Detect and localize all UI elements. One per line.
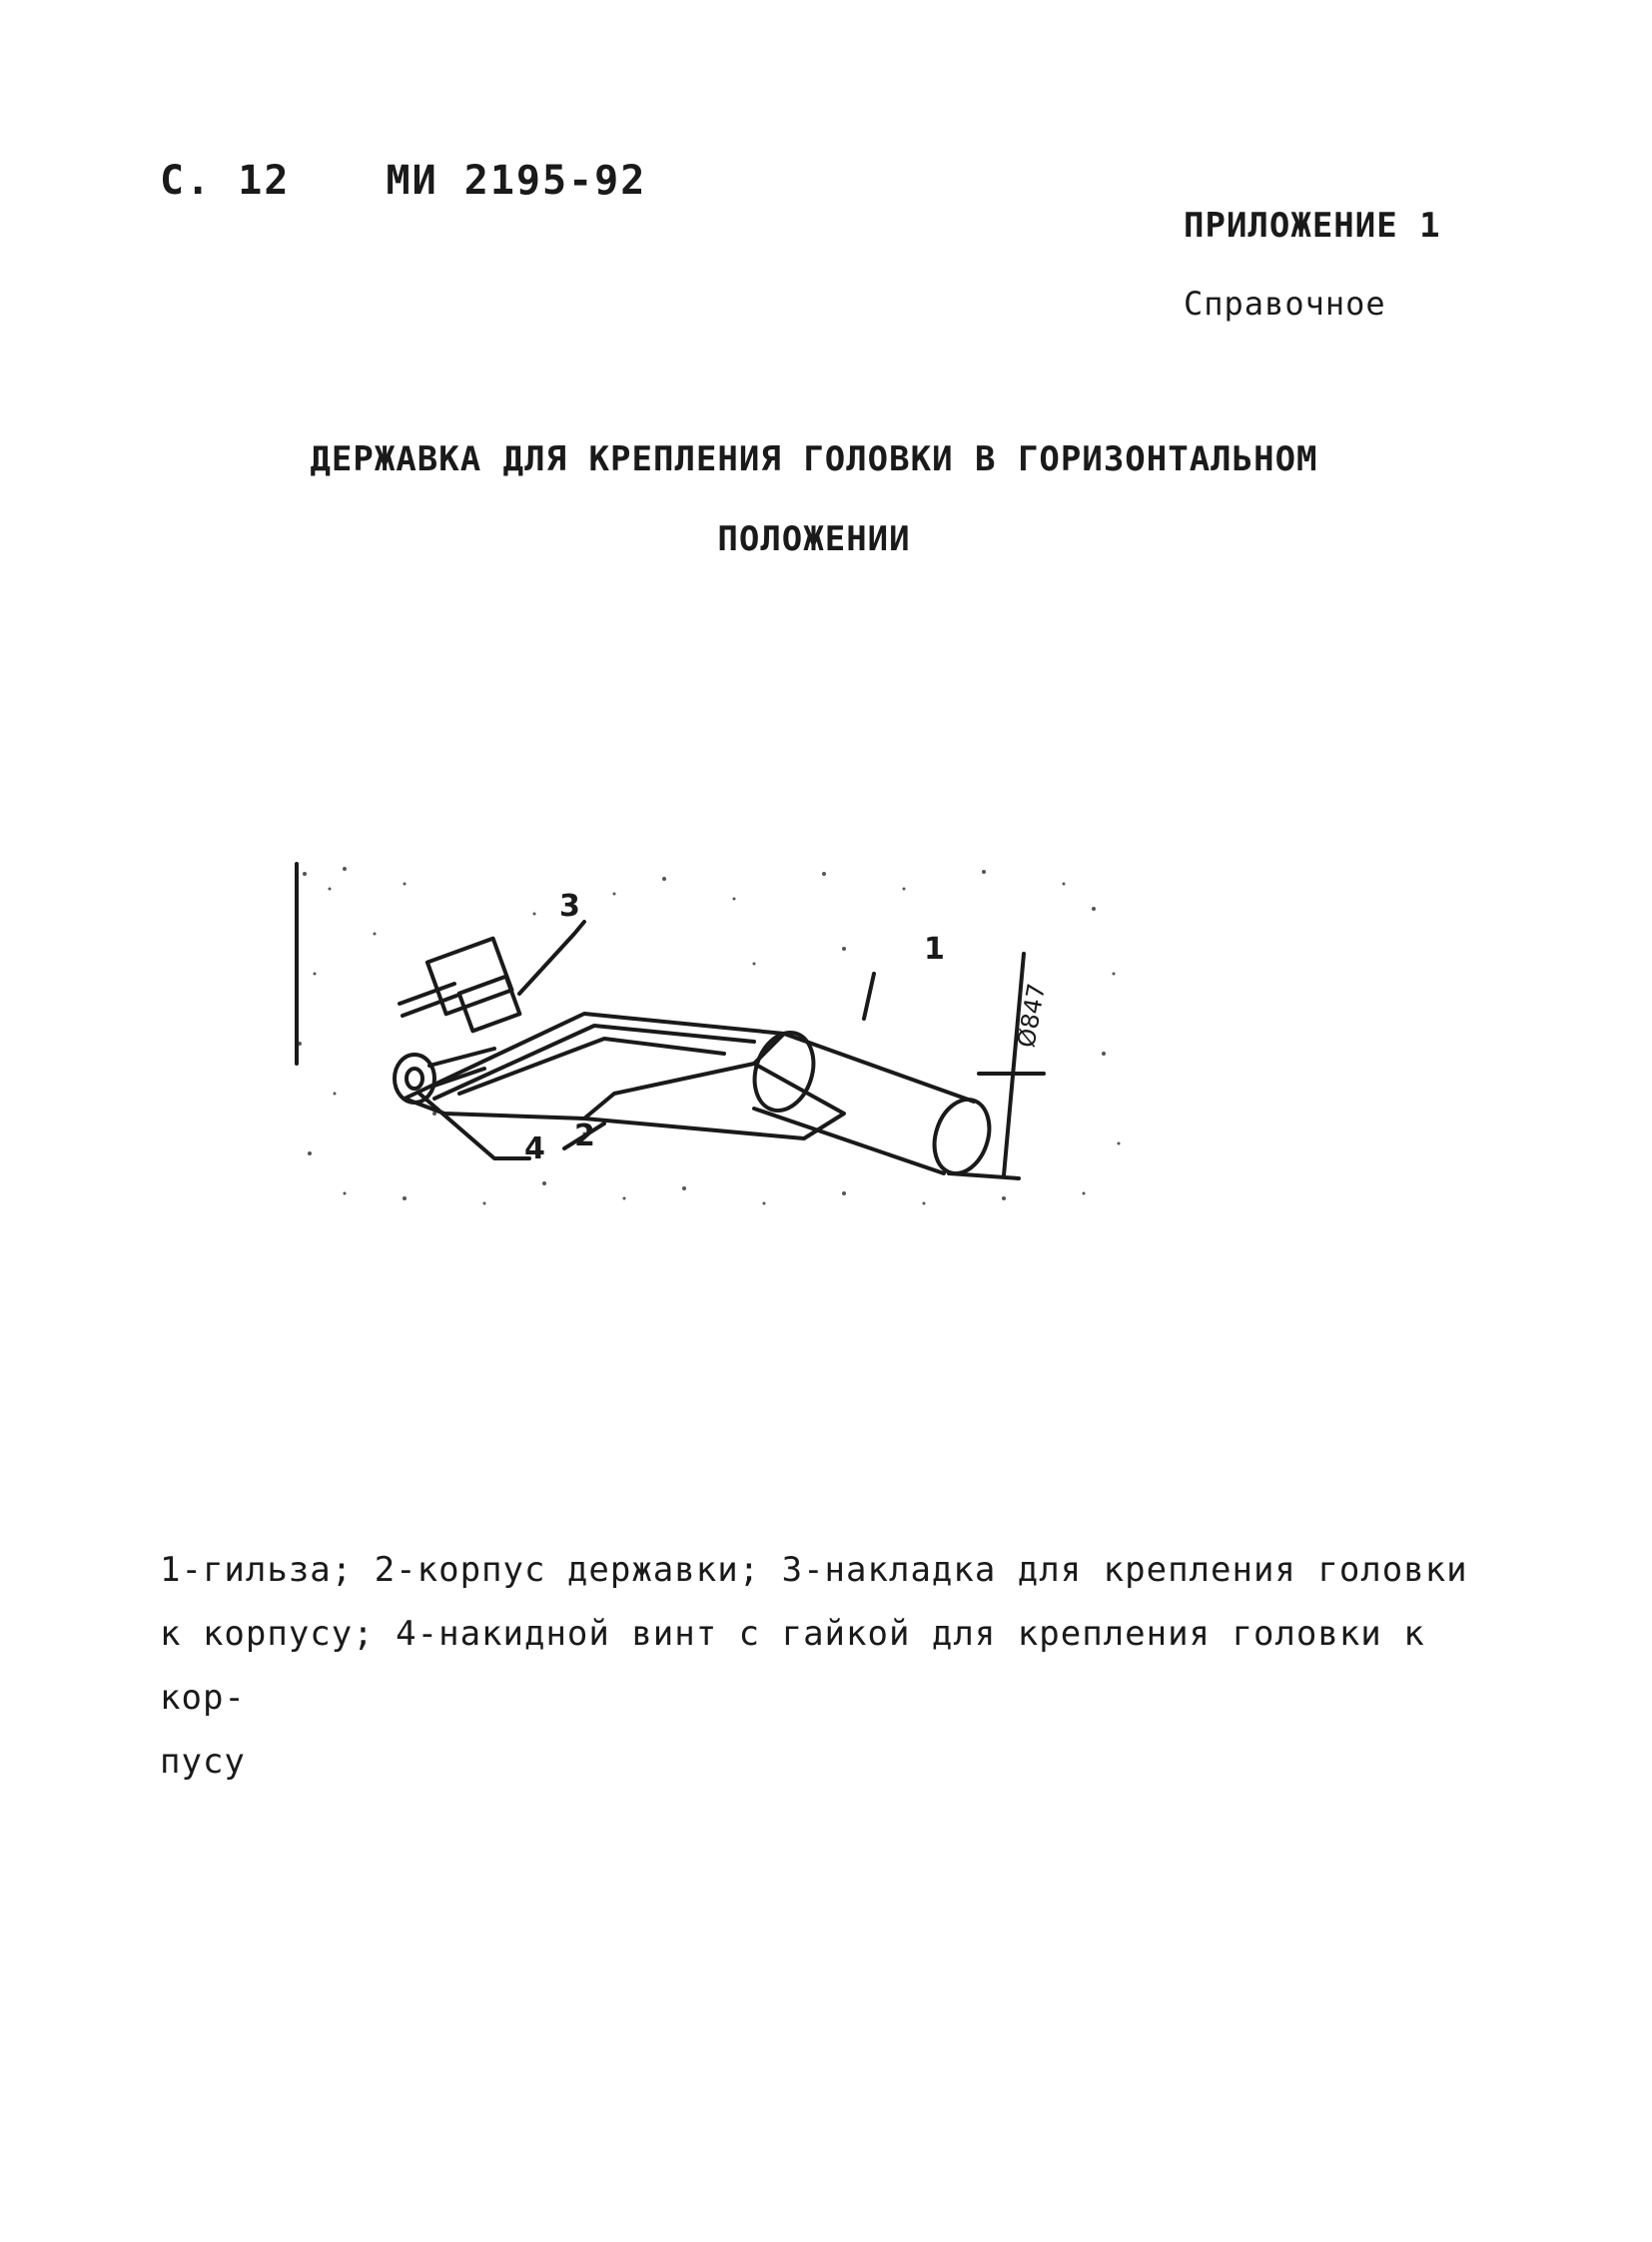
caption-line-3: пусу <box>160 1742 246 1782</box>
document-title <box>290 419 1338 579</box>
callout-3: 3 <box>559 889 580 924</box>
appendix-status: Справочное <box>1184 285 1386 323</box>
appendix-label: ПРИЛОЖЕНИЕ 1 <box>1184 206 1441 246</box>
title-line-2: ПОЛОЖЕНИИ <box>717 519 911 559</box>
callout-2: 2 <box>574 1119 595 1153</box>
caption-line-1: 1-гильза; 2-корпус державки; 3-накладка для крепления головки <box>160 1550 1468 1590</box>
figure-caption <box>160 1538 1498 1794</box>
callout-4: 4 <box>524 1131 545 1166</box>
callout-1: 1 <box>924 932 945 967</box>
drawing-svg <box>285 854 1144 1223</box>
page-header <box>160 158 646 204</box>
dimension-label: Ø847 <box>1012 981 1052 1051</box>
document-code: МИ 2195-92 <box>386 158 647 204</box>
page-number: С. 12 <box>160 158 291 204</box>
title-line-1: ДЕРЖАВКА ДЛЯ КРЕПЛЕНИЯ ГОЛОВКИ В ГОРИЗОНТАЛЬНОМ <box>310 439 1318 479</box>
caption-line-2: к корпусу; 4-накидной винт с гайкой для крепления головки к кор- <box>160 1614 1425 1718</box>
holder-drawing <box>285 854 1144 1223</box>
